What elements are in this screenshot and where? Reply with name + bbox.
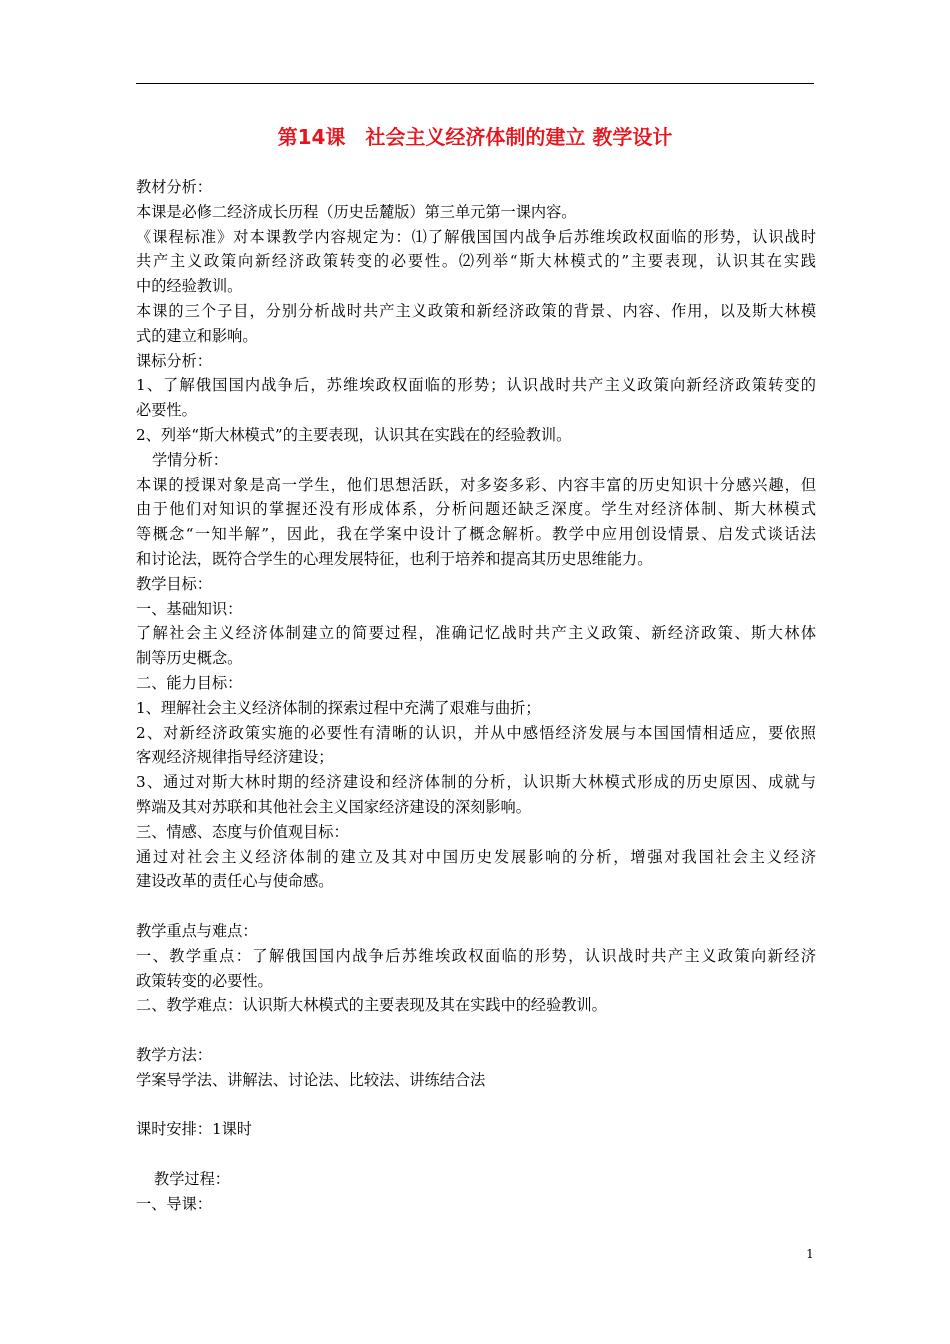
text-line: 3、通过对斯大林时期的经济建设和经济体制的分析，认识斯大林模式形成的历史原因、成就与 [136,773,816,792]
text-line: 本课是必修二经济成长历程（历史岳麓版）第三单元第一课内容。 [136,202,577,221]
text-line: 2、列举“斯大林模式”的主要表现，认识其在实践在的经验教训。 [136,425,572,444]
text-line: 必要性。 [136,401,197,420]
page-number: 1 [806,1247,814,1261]
text-line: 学情分析： [152,450,228,469]
text-line: 三、情感、态度与价值观目标： [136,822,349,841]
text-line: 一、教学重点：了解俄国国内战争后苏维埃政权面临的形势，认识战时共产主义政策向新经济 [136,946,816,965]
text-line: 二、能力目标： [136,673,243,692]
text-line: 通过对社会主义经济体制的建立及其对中国历史发展影响的分析，增强对我国社会主义经济 [136,847,816,866]
text-line: 政策转变的必要性。 [136,971,273,990]
text-line: 和讨论法，既符合学生的心理发展特征，也利于培养和提高其历史思维能力。 [136,549,653,568]
text-line: 中的经验教训。 [136,277,243,296]
text-line: 2、对新经济政策实施的必要性有清晰的认识，并从中感悟经济发展与本国国情相适应，要依照 [136,723,816,742]
text-line: 教学方法： [136,1045,212,1064]
blank-line [136,1092,816,1117]
text-line: 一、基础知识： [136,599,243,618]
document-title: 第14课 社会主义经济体制的建立 教学设计 [277,125,673,149]
text-line: 式的建立和影响。 [136,326,258,345]
text-line: 本课的三个子目，分别分析战时共产主义政策和新经济政策的背景、内容、作用，以及斯大林模 [136,301,816,320]
blank-line [136,894,816,919]
text-line: 学案导学法、讲解法、讨论法、比较法、讲练结合法 [136,1070,486,1089]
text-line: 课标分析： [136,351,212,370]
text-line: 由于他们对知识的掌握还没有形成体系，分析问题还缺乏深度。学生对经济体制、斯大林模式 [136,500,816,519]
text-line: 了解社会主义经济体制建立的简要过程，准确记忆战时共产主义政策、新经济政策、斯大林体 [136,624,816,643]
blank-line [136,1142,816,1167]
text-line: 《课程标准》对本课教学内容规定为：⑴了解俄国国内战争后苏维埃政权面临的形势，认识战时 [136,227,816,246]
text-line: 制等历史概念。 [136,649,243,668]
blank-line [136,1018,816,1043]
document-body [136,175,816,1216]
text-line: 教材分析： [136,178,212,196]
text-line: 教学目标： [136,574,212,593]
text-line: 建设改革的责任心与使命感。 [136,872,334,891]
text-line: 教学重点与难点： [136,921,258,940]
text-line: 1、了解俄国国内战争后，苏维埃政权面临的形势；认识战时共产主义政策向新经济政策转变的 [136,376,816,395]
text-line: 二、教学难点：认识斯大林模式的主要表现及其在实践中的经验教训。 [136,996,607,1015]
text-line: 客观经济规律指导经济建设； [136,748,334,767]
text-line: 教学过程： [154,1169,230,1188]
text-line: 弊端及其对苏联和其他社会主义国家经济建设的深刻影响。 [136,797,531,816]
text-line: 本课的授课对象是高一学生，他们思想活跃，对多姿多彩、内容丰富的历史知识十分感兴趣，但 [136,475,816,494]
header-rule [136,83,814,84]
text-line: 课时安排：1课时 [136,1120,252,1139]
text-line: 1、理解社会主义经济体制的探索过程中充满了艰难与曲折； [136,698,541,717]
text-line: 等概念“一知半解”，因此，我在学案中设计了概念解析。教学中应用创设情景、启发式谈话法 [136,525,816,544]
text-line: 共产主义政策向新经济政策转变的必要性。⑵列举“斯大林模式的”主要表现，认识其在实践 [136,252,816,271]
text-line: 一、导课： [136,1194,212,1213]
